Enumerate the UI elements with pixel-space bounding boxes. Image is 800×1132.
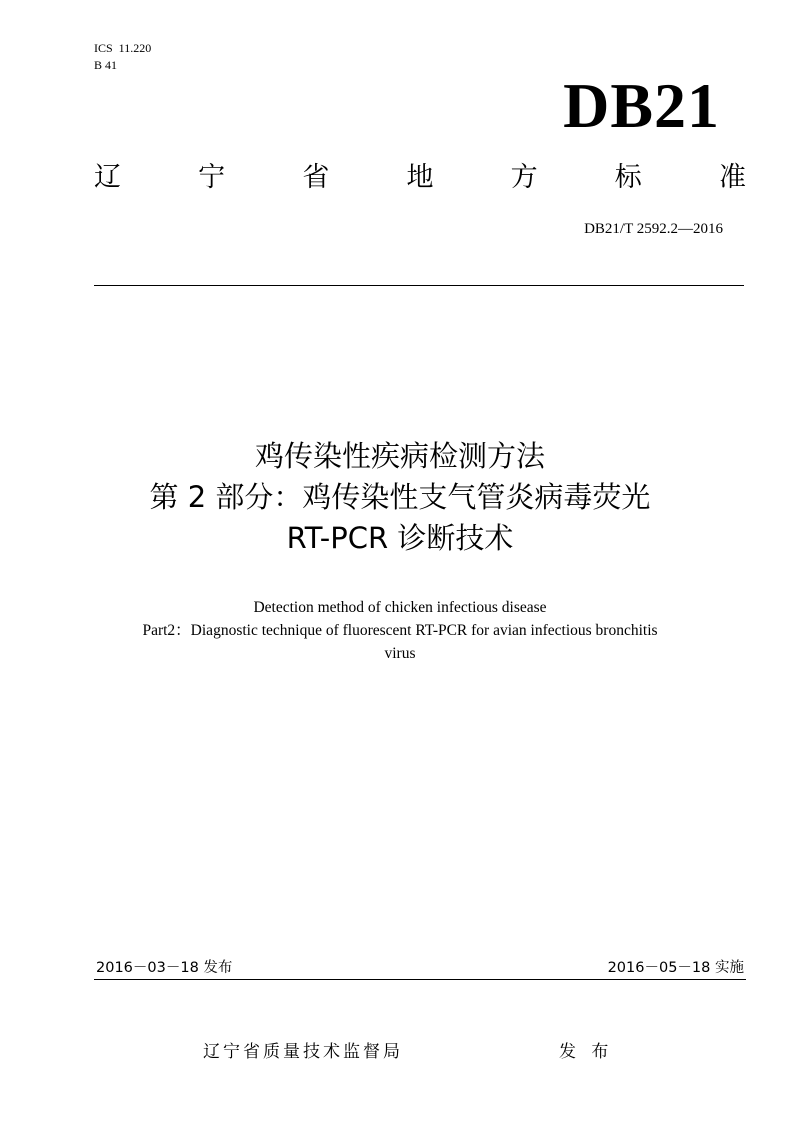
english-title-line: Part2：Diagnostic technique of fluorescent RT-PCR for avian infectious bronchitis <box>142 622 658 639</box>
implement-date: 2016－05－18 实施 <box>607 960 744 976</box>
standard-code: DB21/T 2592.2—2016 <box>584 221 723 237</box>
standard-type-char: 方 <box>510 162 538 193</box>
footer-divider <box>94 979 746 980</box>
publish-label: 发 布 <box>559 1042 614 1062</box>
standard-type-char: 宁 <box>198 162 226 193</box>
english-title-line: Detection method of chicken infectious disease <box>253 599 547 616</box>
standard-type-char: 辽 <box>94 162 121 193</box>
ics-code: ICS 11.220 <box>94 41 152 55</box>
standard-type-title <box>94 160 746 196</box>
chinese-title <box>0 436 800 559</box>
classification-code: B 41 <box>94 58 118 72</box>
header-divider <box>94 285 744 286</box>
standard-type-char: 省 <box>302 162 330 193</box>
ics-classification-block <box>94 40 151 74</box>
english-title <box>0 596 800 665</box>
chinese-title-line: 第 2 部分：鸡传染性支气管炎病毒荧光 <box>149 480 651 514</box>
issuing-authority: 辽宁省质量技术监督局 <box>203 1042 403 1062</box>
chinese-title-line: 鸡传染性疾病检测方法 <box>254 439 545 473</box>
db21-logo: DB21 <box>563 70 720 141</box>
standard-type-char: 准 <box>718 162 746 193</box>
standard-type-char: 地 <box>406 162 434 193</box>
release-date: 2016－03－18 发布 <box>96 960 233 976</box>
standard-type-char: 标 <box>614 162 642 193</box>
english-title-line: virus <box>384 645 416 662</box>
chinese-title-line: RT-PCR 诊断技术 <box>286 521 514 555</box>
